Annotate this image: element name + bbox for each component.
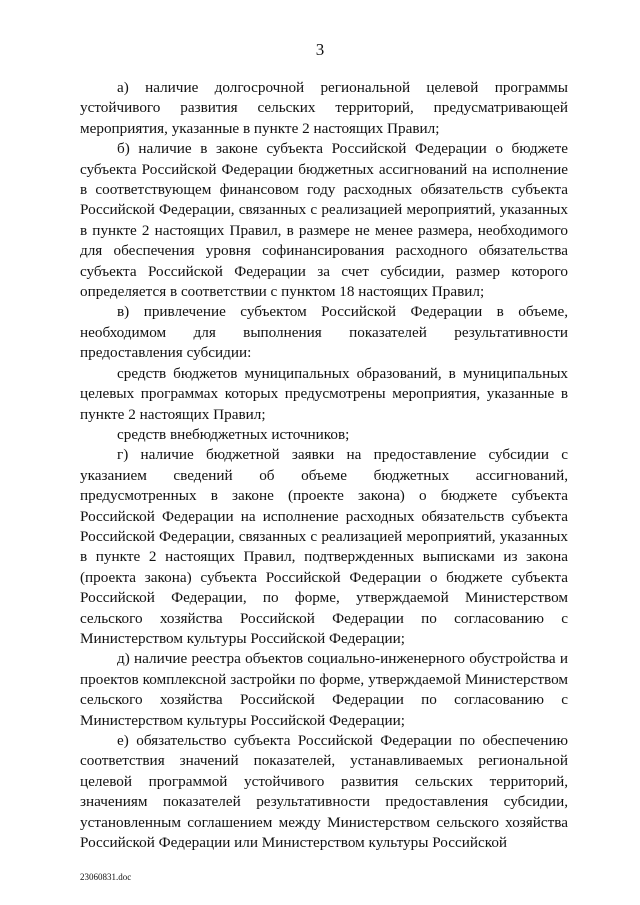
paragraph-b: б) наличие в законе субъекта Российской Федерации о бюджете субъекта Российской Федерации бюджетных ассигнований на исполнение в соответствующем финансовом году расходных обязательств субъекта Российской Федерации, связанных с реализацией мероприятий, указанных в пункте 2 настоящих Правил, в размере не менее размера, необходимого для обеспечения уровня софинансирования расходного обязательства субъекта Российской Федерации за счет субсидии, размер которого определяется в соответствии с пунктом 18 настоящих Правил; xyxy=(80,140,568,301)
paragraph-e: е) обязательство субъекта Российской Федерации по обеспечению соответствия значений показателей, устанавливаемых региональной целевой программой устойчивого развития сельских территорий, значениям показателей результативности предоставления субсидии, установленным соглашением между Министерством сельского хозяйства Российской Федерации или Министерством культуры Российской xyxy=(80,732,568,852)
paragraph-a: а) наличие долгосрочной региональной целевой программы устойчивого развития сельских территорий, предусматривающей мероприятия, указанные в пункте 2 настоящих Правил; xyxy=(80,79,568,137)
paragraph-d: д) наличие реестра объектов социально-инженерного обустройства и проектов комплексной застройки по форме, утверждаемой Министерством сельского хозяйства Российской Федерации по согласованию с Министерством культуры Российской Федерации; xyxy=(80,650,568,729)
paragraph-v-extrabudgetary: средств внебюджетных источников; xyxy=(117,425,350,443)
file-name-footer: 23060831.doc xyxy=(80,872,132,882)
paragraph-g: г) наличие бюджетной заявки на предоставление субсидии с указанием сведений об объеме бюджетных ассигнований, предусмотренных в законе (проекте закона) о бюджете субъекта Российской Федерации на исполнение расходных обязательств субъекта Российской Федерации, связанных с реализацией мероприятий, указанных в пункте 2 настоящих Правил, подтвержденных выписками из закона (проекта закона) субъекта Российской Федерации о бюджете субъекта Российской Федерации, по форме, утверждаемой Министерством сельского хозяйства Российской Федерации по согласованию с Министерством культуры Российской Федерации; xyxy=(80,446,568,647)
document-body xyxy=(80,78,568,853)
paragraph-v: в) привлечение субъектом Российской Федерации в объеме, необходимом для выполнения показателей результативности предоставления субсидии: xyxy=(80,303,568,362)
paragraph-v-municipal: средств бюджетов муниципальных образований, в муниципальных целевых программах которых предусмотрены мероприятия, указанные в пункте 2 настоящих Правил; xyxy=(80,364,568,423)
page-number: 3 xyxy=(315,40,325,59)
